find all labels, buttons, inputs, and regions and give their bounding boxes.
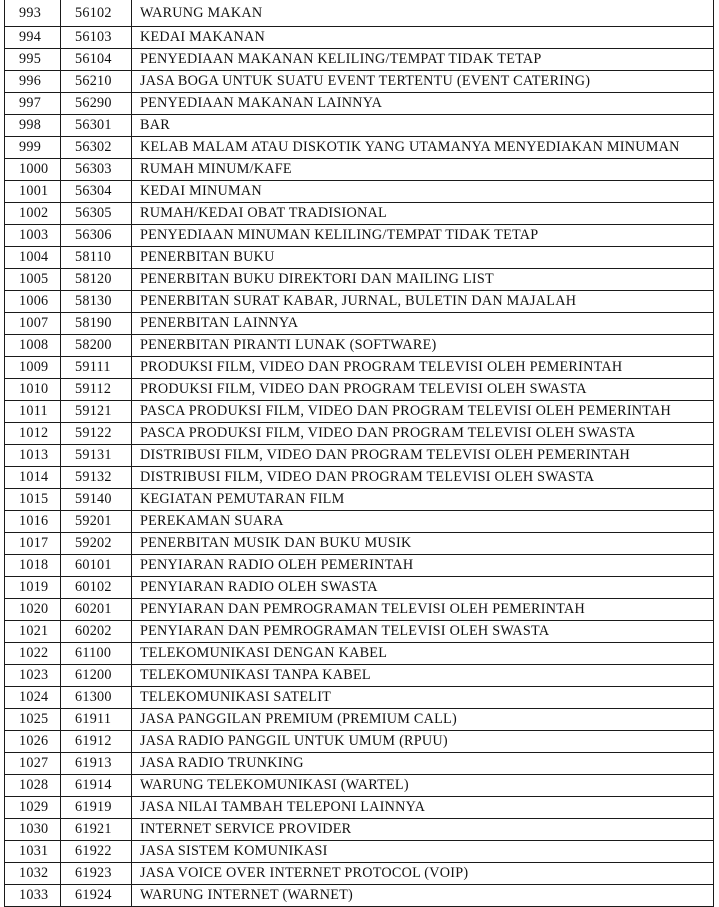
kbli-code-cell: 59122: [61, 423, 132, 445]
row-number-cell: 1023: [5, 665, 61, 687]
activity-description-cell: WARUNG TELEKOMUNIKASI (WARTEL): [132, 775, 714, 797]
table-row: [5, 819, 714, 841]
activity-description-cell: WARUNG MAKAN: [132, 0, 714, 27]
activity-description-cell: JASA BOGA UNTUK SUATU EVENT TERTENTU (EVENT CATERING): [132, 71, 714, 93]
row-number-cell: 1016: [5, 511, 61, 533]
kbli-code-cell: 61911: [61, 709, 132, 731]
row-number-cell: 997: [5, 93, 61, 115]
activity-description-cell: PENERBITAN SURAT KABAR, JURNAL, BULETIN DAN MAJALAH: [132, 291, 714, 313]
row-number-cell: 1017: [5, 533, 61, 555]
activity-description-cell: DISTRIBUSI FILM, VIDEO DAN PROGRAM TELEVISI OLEH SWASTA: [132, 467, 714, 489]
business-code-table-container: [4, 0, 713, 907]
kbli-code-cell: 60101: [61, 555, 132, 577]
table-row: [5, 137, 714, 159]
row-number-cell: 999: [5, 137, 61, 159]
kbli-code-cell: 59121: [61, 401, 132, 423]
table-row: [5, 357, 714, 379]
table-row: [5, 0, 714, 27]
row-number-cell: 1028: [5, 775, 61, 797]
activity-description-cell: PASCA PRODUKSI FILM, VIDEO DAN PROGRAM TELEVISI OLEH SWASTA: [132, 423, 714, 445]
activity-description-cell: BAR: [132, 115, 714, 137]
kbli-code-cell: 58110: [61, 247, 132, 269]
row-number-cell: 995: [5, 49, 61, 71]
kbli-code-cell: 61924: [61, 885, 132, 907]
activity-description-cell: PENYIARAN RADIO OLEH SWASTA: [132, 577, 714, 599]
table-row: [5, 731, 714, 753]
kbli-code-cell: 56102: [61, 0, 132, 27]
table-row: [5, 203, 714, 225]
table-row: [5, 269, 714, 291]
row-number-cell: 1012: [5, 423, 61, 445]
kbli-code-cell: 60202: [61, 621, 132, 643]
kbli-code-cell: 59140: [61, 489, 132, 511]
activity-description-cell: JASA NILAI TAMBAH TELEPONI LAINNYA: [132, 797, 714, 819]
table-row: [5, 665, 714, 687]
row-number-cell: 1025: [5, 709, 61, 731]
activity-description-cell: PENYIARAN DAN PEMROGRAMAN TELEVISI OLEH PEMERINTAH: [132, 599, 714, 621]
row-number-cell: 1004: [5, 247, 61, 269]
kbli-code-cell: 56306: [61, 225, 132, 247]
activity-description-cell: RUMAH/KEDAI OBAT TRADISIONAL: [132, 203, 714, 225]
activity-description-cell: TELEKOMUNIKASI DENGAN KABEL: [132, 643, 714, 665]
activity-description-cell: INTERNET SERVICE PROVIDER: [132, 819, 714, 841]
kbli-code-cell: 61921: [61, 819, 132, 841]
kbli-code-cell: 61913: [61, 753, 132, 775]
kbli-code-cell: 56303: [61, 159, 132, 181]
row-number-cell: 1014: [5, 467, 61, 489]
row-number-cell: 1030: [5, 819, 61, 841]
row-number-cell: 1001: [5, 181, 61, 203]
table-row: [5, 489, 714, 511]
kbli-code-cell: 59111: [61, 357, 132, 379]
kbli-code-cell: 61919: [61, 797, 132, 819]
kbli-code-cell: 56301: [61, 115, 132, 137]
table-row: [5, 577, 714, 599]
row-number-cell: 1003: [5, 225, 61, 247]
row-number-cell: 998: [5, 115, 61, 137]
activity-description-cell: PENYIARAN DAN PEMROGRAMAN TELEVISI OLEH SWASTA: [132, 621, 714, 643]
table-row: [5, 225, 714, 247]
kbli-code-cell: 61914: [61, 775, 132, 797]
activity-description-cell: KEGIATAN PEMUTARAN FILM: [132, 489, 714, 511]
activity-description-cell: JASA RADIO PANGGIL UNTUK UMUM (RPUU): [132, 731, 714, 753]
table-row: [5, 797, 714, 819]
kbli-code-cell: 60102: [61, 577, 132, 599]
kbli-code-cell: 61912: [61, 731, 132, 753]
activity-description-cell: PENERBITAN BUKU: [132, 247, 714, 269]
activity-description-cell: JASA SISTEM KOMUNIKASI: [132, 841, 714, 863]
activity-description-cell: PENERBITAN BUKU DIREKTORI DAN MAILING LIST: [132, 269, 714, 291]
table-row: [5, 775, 714, 797]
row-number-cell: 1031: [5, 841, 61, 863]
table-row: [5, 159, 714, 181]
activity-description-cell: PENERBITAN MUSIK DAN BUKU MUSIK: [132, 533, 714, 555]
row-number-cell: 1022: [5, 643, 61, 665]
kbli-code-cell: 59131: [61, 445, 132, 467]
kbli-code-cell: 56103: [61, 27, 132, 49]
activity-description-cell: JASA RADIO TRUNKING: [132, 753, 714, 775]
table-row: [5, 445, 714, 467]
activity-description-cell: RUMAH MINUM/KAFE: [132, 159, 714, 181]
row-number-cell: 1026: [5, 731, 61, 753]
table-row: [5, 181, 714, 203]
kbli-code-cell: 59112: [61, 379, 132, 401]
activity-description-cell: PENERBITAN PIRANTI LUNAK (SOFTWARE): [132, 335, 714, 357]
activity-description-cell: JASA PANGGILAN PREMIUM (PREMIUM CALL): [132, 709, 714, 731]
kbli-code-cell: 58200: [61, 335, 132, 357]
table-row: [5, 115, 714, 137]
kbli-code-cell: 56104: [61, 49, 132, 71]
activity-description-cell: PENYEDIAAN MINUMAN KELILING/TEMPAT TIDAK TETAP: [132, 225, 714, 247]
activity-description-cell: TELEKOMUNIKASI SATELIT: [132, 687, 714, 709]
kbli-code-cell: 59202: [61, 533, 132, 555]
table-row: [5, 247, 714, 269]
activity-description-cell: PEREKAMAN SUARA: [132, 511, 714, 533]
activity-description-cell: DISTRIBUSI FILM, VIDEO DAN PROGRAM TELEVISI OLEH PEMERINTAH: [132, 445, 714, 467]
kbli-code-cell: 61200: [61, 665, 132, 687]
table-row: [5, 423, 714, 445]
row-number-cell: 1011: [5, 401, 61, 423]
row-number-cell: 994: [5, 27, 61, 49]
table-row: [5, 841, 714, 863]
table-row: [5, 49, 714, 71]
kbli-code-cell: 60201: [61, 599, 132, 621]
activity-description-cell: KEDAI MAKANAN: [132, 27, 714, 49]
row-number-cell: 1008: [5, 335, 61, 357]
table-row: [5, 511, 714, 533]
kbli-code-cell: 58120: [61, 269, 132, 291]
table-row: [5, 863, 714, 885]
kbli-code-cell: 61300: [61, 687, 132, 709]
row-number-cell: 1024: [5, 687, 61, 709]
kbli-code-cell: 56305: [61, 203, 132, 225]
table-row: [5, 533, 714, 555]
row-number-cell: 1009: [5, 357, 61, 379]
row-number-cell: 996: [5, 71, 61, 93]
table-row: [5, 467, 714, 489]
table-row: [5, 335, 714, 357]
activity-description-cell: WARUNG INTERNET (WARNET): [132, 885, 714, 907]
table-row: [5, 885, 714, 907]
table-row: [5, 27, 714, 49]
row-number-cell: 1007: [5, 313, 61, 335]
activity-description-cell: PRODUKSI FILM, VIDEO DAN PROGRAM TELEVISI OLEH PEMERINTAH: [132, 357, 714, 379]
table-row: [5, 555, 714, 577]
row-number-cell: 1005: [5, 269, 61, 291]
kbli-code-cell: 56290: [61, 93, 132, 115]
business-code-table: [4, 0, 714, 907]
activity-description-cell: PENERBITAN LAINNYA: [132, 313, 714, 335]
kbli-code-cell: 61100: [61, 643, 132, 665]
kbli-code-cell: 59201: [61, 511, 132, 533]
kbli-code-cell: 61923: [61, 863, 132, 885]
row-number-cell: 1027: [5, 753, 61, 775]
row-number-cell: 1000: [5, 159, 61, 181]
activity-description-cell: JASA VOICE OVER INTERNET PROTOCOL (VOIP): [132, 863, 714, 885]
kbli-code-cell: 58190: [61, 313, 132, 335]
row-number-cell: 1015: [5, 489, 61, 511]
table-row: [5, 401, 714, 423]
kbli-code-cell: 56302: [61, 137, 132, 159]
kbli-code-cell: 61922: [61, 841, 132, 863]
table-body: [5, 0, 714, 907]
table-row: [5, 313, 714, 335]
row-number-cell: 1020: [5, 599, 61, 621]
activity-description-cell: PENYEDIAAN MAKANAN KELILING/TEMPAT TIDAK TETAP: [132, 49, 714, 71]
row-number-cell: 1018: [5, 555, 61, 577]
table-row: [5, 599, 714, 621]
table-row: [5, 621, 714, 643]
kbli-code-cell: 56304: [61, 181, 132, 203]
row-number-cell: 1033: [5, 885, 61, 907]
activity-description-cell: PRODUKSI FILM, VIDEO DAN PROGRAM TELEVISI OLEH SWASTA: [132, 379, 714, 401]
table-row: [5, 379, 714, 401]
activity-description-cell: KEDAI MINUMAN: [132, 181, 714, 203]
row-number-cell: 1013: [5, 445, 61, 467]
row-number-cell: 1006: [5, 291, 61, 313]
activity-description-cell: PENYEDIAAN MAKANAN LAINNYA: [132, 93, 714, 115]
activity-description-cell: PASCA PRODUKSI FILM, VIDEO DAN PROGRAM TELEVISI OLEH PEMERINTAH: [132, 401, 714, 423]
activity-description-cell: PENYIARAN RADIO OLEH PEMERINTAH: [132, 555, 714, 577]
row-number-cell: 1010: [5, 379, 61, 401]
kbli-code-cell: 56210: [61, 71, 132, 93]
row-number-cell: 1002: [5, 203, 61, 225]
row-number-cell: 1019: [5, 577, 61, 599]
row-number-cell: 993: [5, 0, 61, 27]
kbli-code-cell: 59132: [61, 467, 132, 489]
table-row: [5, 753, 714, 775]
table-row: [5, 643, 714, 665]
table-row: [5, 709, 714, 731]
activity-description-cell: KELAB MALAM ATAU DISKOTIK YANG UTAMANYA MENYEDIAKAN MINUMAN: [132, 137, 714, 159]
row-number-cell: 1021: [5, 621, 61, 643]
kbli-code-cell: 58130: [61, 291, 132, 313]
table-row: [5, 93, 714, 115]
table-row: [5, 71, 714, 93]
table-row: [5, 291, 714, 313]
row-number-cell: 1032: [5, 863, 61, 885]
row-number-cell: 1029: [5, 797, 61, 819]
table-row: [5, 687, 714, 709]
activity-description-cell: TELEKOMUNIKASI TANPA KABEL: [132, 665, 714, 687]
